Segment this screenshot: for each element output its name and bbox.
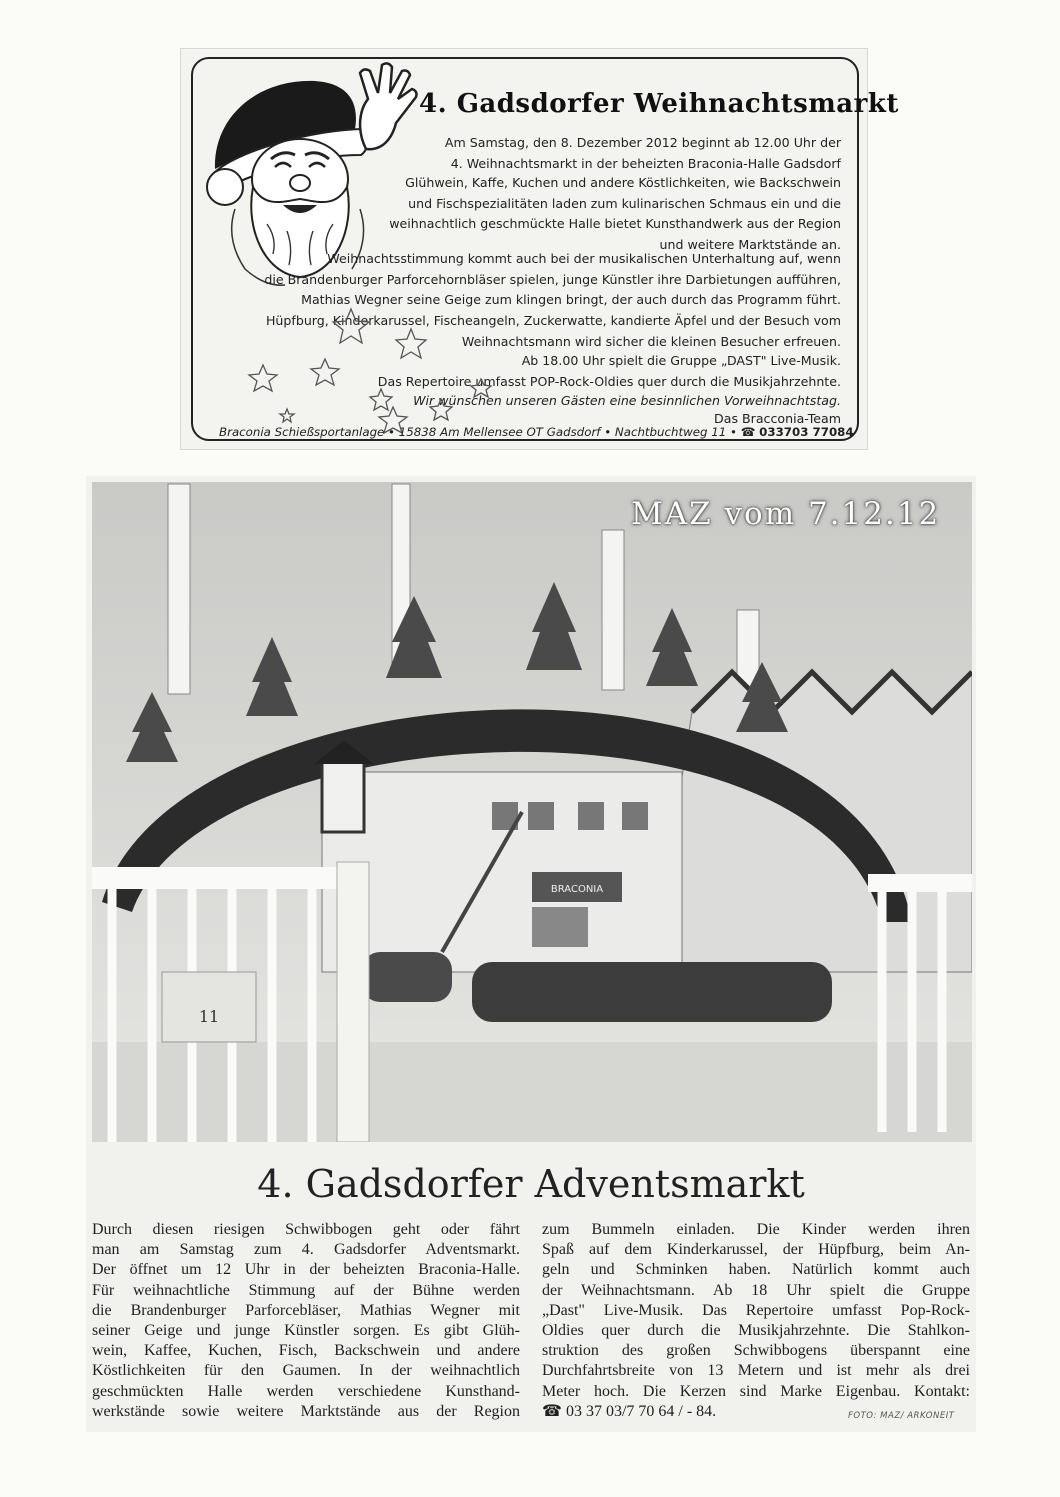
article-line: man am Samstag zum 4. Gadsdorfer Adventsmarkt. xyxy=(92,1241,520,1259)
article-line: zum Bummeln einladen. Die Kinder werden ihren xyxy=(542,1221,970,1238)
advertisement-footer xyxy=(219,425,854,439)
article-line: Spaß auf dem Kinderkarussel, der Hüpfburg, beim An- xyxy=(542,1241,970,1259)
newspaper-article xyxy=(86,476,976,1432)
article-line: struktion des großen Schwibbogens überspannt eine xyxy=(542,1342,970,1360)
article-line: die Brandenburger Parforcebläser, Mathias Wegner mit xyxy=(92,1301,520,1319)
advertisement-food-paragraph: Glühwein, Kaffe, Kuchen und andere Köstlichkeiten, wie Backschwein und Fischspezialitäten laden zum kulinarischen Schmaus ein und die weihnachtlich geschmückte Halle bietet Kunsthandwerk aus der Region und weitere Marktstände an. xyxy=(389,175,841,252)
waving-hand-icon xyxy=(346,59,426,159)
article-line: Meter hoch. Die Kerzen sind Marke Eigenbau. Kontakt: xyxy=(542,1382,970,1400)
advertisement-greeting: Wir wünschen unseren Gästen eine besinnlichen Vorweihnachtstag. xyxy=(413,393,841,408)
article-column-left xyxy=(92,1220,520,1422)
advertisement-address: Braconia Schießsportanlage • 15838 Am Mellensee OT Gadsdorf • Nachtbuchtweg 11 • xyxy=(219,425,737,439)
article-line: wein, Kaffee, Kuchen, Fisch, Backschwein und andere xyxy=(92,1342,520,1360)
article-line: der Weihnachtsmann. Ab 18 Uhr spielt die Gruppe xyxy=(542,1281,970,1299)
article-column-right xyxy=(542,1220,970,1422)
telephone-icon: ☎ xyxy=(740,425,760,439)
article-headline: 4. Gadsdorfer Adventsmarkt xyxy=(257,1162,805,1206)
article-photo-schwibbogen xyxy=(92,482,972,1142)
article-line: Der öffnet um 12 Uhr in der beheizten Braconia-Halle. xyxy=(92,1261,520,1279)
advertisement-signature: Das Bracconia-Team xyxy=(714,411,841,426)
telephone-icon: ☎ xyxy=(542,1402,566,1420)
advertisement-band-paragraph: Ab 18.00 Uhr spielt die Gruppe „DAST" Live-Musik. Das Repertoire umfasst POP-Rock-Oldies quer durch die Musikjahrzehnte. xyxy=(377,353,841,389)
article-line: Oldies quer durch die Musikjahrzehnte. Die Stahlkon- xyxy=(542,1322,970,1340)
article-line: geln und Schminken haben. Natürlich kommt auch xyxy=(542,1261,970,1279)
advertisement-kids-paragraph: Hüpfburg, Kinderkarussel, Fischeangeln, Zuckerwatte, kandierte Äpfel und der Besuch vom Weihnachtsmann wird sicher die kleinen Besucher erfreuen. xyxy=(265,313,841,349)
advertisement xyxy=(180,48,899,450)
article-line: werkstände sowie weitere Marktstände aus der Region xyxy=(92,1402,520,1420)
photo-credit: FOTO: MAZ/ ARKONEIT xyxy=(848,1411,955,1421)
article-line: Durchfahrtsbreite von 13 Metern und ist mehr als drei xyxy=(542,1362,970,1380)
article-contact-phone: 03 37 03/7 70 64 / - 84. xyxy=(565,1402,717,1420)
article-line: „Dast" Live-Musik. Das Repertoire umfasst Pop-Rock- xyxy=(542,1301,970,1319)
advertisement-title: 4. Gadsdorfer Weihnachtsmarkt xyxy=(419,89,899,119)
advertisement-phone: 033703 77084 xyxy=(759,425,854,439)
advertisement-music-paragraph: Weihnachtsstimmung kommt auch bei der musikalischen Unterhaltung auf, wenn die Brandenburger Parforcehornbläser spielen, junge Künstler ihre Darbietungen aufführen, Mathias Wegner seine Geige zum klingen bringt, der auch durch das Programm führt. xyxy=(264,251,841,307)
article-line: Für weihnachtliche Stimmung auf der Bühne werden xyxy=(92,1281,520,1299)
advertisement-intro-paragraph: Am Samstag, den 8. Dezember 2012 beginnt ab 12.00 Uhr der 4. Weihnachtsmarkt in der beheizten Braconia-Halle Gadsdorf xyxy=(444,135,841,171)
gate-number-plate: 11 xyxy=(198,1007,220,1026)
braconia-sign-text: BRACONIA xyxy=(550,884,604,895)
article-line: seiner Geige und junge Künstler sorgen. Es gibt Glüh- xyxy=(92,1322,520,1340)
article-line: Durch diesen riesigen Schwibbogen geht oder fährt xyxy=(92,1221,520,1238)
article-line: Köstlichkeiten für den Gaumen. In der weihnachtlich xyxy=(92,1362,520,1380)
article-line: geschmückten Halle werden verschiedene Kunsthand- xyxy=(92,1382,520,1400)
newspaper-source-label: MAZ vom 7.12.12 xyxy=(631,496,941,532)
